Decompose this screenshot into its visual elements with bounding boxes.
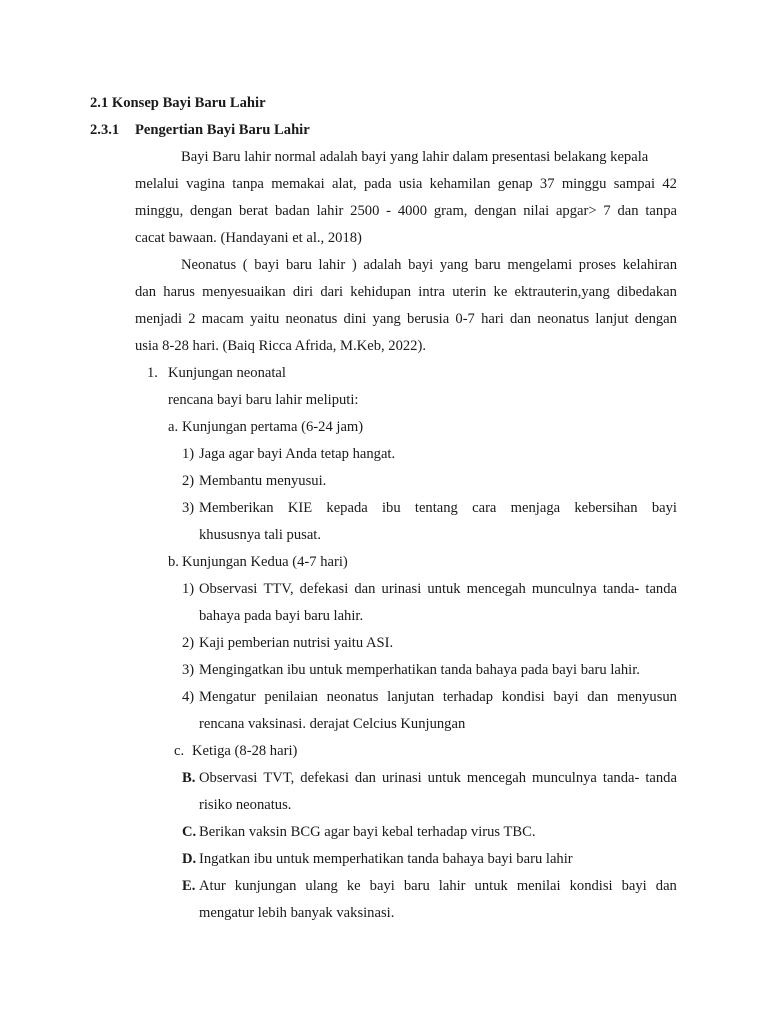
- word: untuk: [427, 770, 461, 786]
- item-text: [199, 580, 677, 598]
- subsection-number: 2.3.1: [90, 122, 120, 138]
- word: menjadi: [135, 311, 183, 327]
- word: dan: [354, 581, 376, 597]
- word: 2: [188, 311, 196, 327]
- word: cara: [472, 500, 497, 516]
- word: tentang: [414, 500, 458, 516]
- para1-line: cacat bawaan. (Handayani et al., 2018): [135, 230, 362, 246]
- item-text: Kaji pemberian nutrisi yaitu ASI.: [199, 635, 394, 651]
- word: dengan: [634, 311, 677, 327]
- para1-line: Bayi Baru lahir normal adalah bayi yang lahir dalam presentasi belakang kepala: [181, 149, 649, 165]
- word: tanda: [645, 581, 677, 597]
- item-text: Membantu menyusui.: [199, 473, 327, 489]
- word: lahir: [316, 203, 344, 219]
- word: tanda-: [602, 581, 640, 597]
- word: usia: [398, 176, 423, 192]
- word: tanpa: [232, 176, 264, 192]
- word: dari: [320, 284, 344, 300]
- word: nilai: [523, 203, 550, 219]
- word: hari: [481, 311, 504, 327]
- item-letter: D.: [182, 851, 197, 867]
- word: melalui: [135, 176, 179, 192]
- word: bayi: [369, 878, 395, 894]
- word: baru: [403, 878, 430, 894]
- word: mencegah: [466, 770, 527, 786]
- word: vagina: [186, 176, 225, 192]
- item-text: bahaya pada bayi baru lahir.: [199, 608, 364, 624]
- word: dan: [354, 770, 376, 786]
- word: intra: [418, 284, 446, 300]
- word: dan: [617, 203, 639, 219]
- word: genap: [497, 176, 533, 192]
- word: menyusun: [616, 689, 677, 705]
- word: ibu: [381, 500, 401, 516]
- word: 37: [539, 176, 555, 192]
- item-number: 4): [182, 689, 195, 705]
- word: terhadap: [442, 689, 494, 705]
- word: Atur: [199, 878, 226, 894]
- word: Neonatus: [181, 257, 237, 273]
- word: ): [351, 257, 357, 273]
- word: ulang: [305, 878, 338, 894]
- list-intro: rencana bayi baru lahir meliputi:: [168, 392, 359, 408]
- word: -: [386, 203, 392, 219]
- word: lanjutan: [387, 689, 435, 705]
- word: (: [242, 257, 248, 273]
- word: dan: [587, 689, 609, 705]
- word: Mengatur: [199, 689, 256, 705]
- item-letter: E.: [182, 878, 196, 894]
- word: bayi: [553, 689, 579, 705]
- word: menyesuaikan: [202, 284, 286, 300]
- word: alat,: [331, 176, 357, 192]
- sub-label: c.: [174, 743, 185, 759]
- word: yang: [372, 311, 401, 327]
- word: neonatus: [537, 311, 590, 327]
- word: kepada: [326, 500, 368, 516]
- word: KIE: [287, 500, 313, 516]
- item-text: rencana vaksinasi. derajat Celcius Kunjungan: [199, 716, 466, 732]
- word: 7: [603, 203, 611, 219]
- item-text: [199, 769, 677, 787]
- item-number: 1): [182, 581, 195, 597]
- word: mencegah: [466, 581, 526, 597]
- word: 0-7: [455, 311, 475, 327]
- word: Observasi: [199, 581, 258, 597]
- word: dan: [135, 284, 157, 300]
- word: defekasi: [299, 581, 349, 597]
- word: untuk: [427, 581, 461, 597]
- word: bayi: [408, 257, 434, 273]
- word: baru: [474, 257, 501, 273]
- word: baru: [285, 257, 312, 273]
- word: 4000: [397, 203, 428, 219]
- item-text: Jaga agar bayi Anda tetap hangat.: [199, 446, 396, 462]
- word: Memberikan: [199, 500, 274, 516]
- word: penilaian: [264, 689, 318, 705]
- para2-line: [135, 310, 677, 328]
- word: ektrauterin,yang: [514, 284, 610, 300]
- para2-line: [181, 256, 677, 274]
- word: mengelami: [507, 257, 573, 273]
- word: TVT,: [263, 770, 295, 786]
- para1-line: [135, 175, 677, 193]
- word: adalah: [363, 257, 402, 273]
- word: ke: [493, 284, 508, 300]
- word: dengan: [474, 203, 517, 219]
- word: macam: [201, 311, 244, 327]
- item-number: 1): [182, 446, 195, 462]
- item-number: 3): [182, 500, 195, 516]
- item-letter: B.: [182, 770, 196, 786]
- word: urinasi: [381, 770, 422, 786]
- para2-line: [135, 283, 677, 301]
- word: uterin: [452, 284, 487, 300]
- item-text: Mengingatkan ibu untuk memperhatikan tanda bahaya pada bayi baru lahir.: [199, 662, 640, 678]
- item-number: 3): [182, 662, 195, 678]
- word: kebersihan: [574, 500, 638, 516]
- word: proses: [578, 257, 617, 273]
- word: TTV,: [263, 581, 294, 597]
- word: ke: [346, 878, 361, 894]
- word: untuk: [474, 878, 508, 894]
- word: minggu: [561, 176, 607, 192]
- word: kehamilan: [429, 176, 491, 192]
- section-heading: 2.1 Konsep Bayi Baru Lahir: [90, 95, 266, 111]
- word: kehidupan: [350, 284, 412, 300]
- word: neonatus: [326, 689, 379, 705]
- word: kondisi: [569, 878, 613, 894]
- sub-label: b.: [168, 554, 179, 570]
- sub-title: Ketiga (8-28 hari): [192, 743, 298, 759]
- word: urinasi: [381, 581, 422, 597]
- list-number: 1.: [147, 365, 158, 381]
- word: dengan: [190, 203, 233, 219]
- word: menilai: [516, 878, 561, 894]
- word: berat: [239, 203, 269, 219]
- word: tanda: [645, 770, 677, 786]
- word: dibedakan: [616, 284, 677, 300]
- word: badan: [274, 203, 310, 219]
- word: neonatus: [285, 311, 338, 327]
- item-number: 2): [182, 473, 195, 489]
- subsection-heading: Pengertian Bayi Baru Lahir: [135, 122, 310, 138]
- word: tanda-: [602, 770, 640, 786]
- word: harus: [163, 284, 195, 300]
- word: sampai: [613, 176, 656, 192]
- word: minggu,: [135, 203, 184, 219]
- item-text: khususnya tali pusat.: [199, 527, 322, 543]
- word: munculnya: [532, 770, 597, 786]
- word: lahir: [318, 257, 346, 273]
- list-title: Kunjungan neonatal: [168, 365, 286, 381]
- word: yaitu: [250, 311, 280, 327]
- item-letter: C.: [182, 824, 197, 840]
- word: pada: [364, 176, 392, 192]
- word: apgar>: [555, 203, 597, 219]
- item-number: 2): [182, 635, 195, 651]
- word: dini: [343, 311, 367, 327]
- word: dan: [655, 878, 677, 894]
- word: berusia: [407, 311, 450, 327]
- word: Observasi: [199, 770, 258, 786]
- word: gram,: [433, 203, 468, 219]
- word: tanpa: [645, 203, 677, 219]
- word: bayi: [651, 500, 677, 516]
- item-text: [199, 499, 677, 517]
- word: defekasi: [300, 770, 349, 786]
- sub-label: a.: [168, 419, 179, 435]
- item-text: [199, 688, 677, 706]
- word: lanjut: [595, 311, 629, 327]
- word: memakai: [271, 176, 325, 192]
- word: menjaga: [510, 500, 561, 516]
- item-text: mengatur lebih banyak vaksinasi.: [199, 905, 395, 921]
- word: diri: [292, 284, 314, 300]
- item-text: Berikan vaksin BCG agar bayi kebal terhadap virus TBC.: [199, 824, 536, 840]
- item-text: risiko neonatus.: [199, 797, 292, 813]
- word: 2500: [350, 203, 380, 219]
- word: bayi: [621, 878, 647, 894]
- word: dan: [509, 311, 532, 327]
- item-text: [199, 877, 677, 895]
- word: kelahiran: [622, 257, 677, 273]
- word: lahir: [438, 878, 466, 894]
- word: yang: [439, 257, 469, 273]
- sub-title: Kunjungan pertama (6-24 jam): [182, 419, 364, 435]
- word: bayi: [254, 257, 280, 273]
- para2-line: usia 8-28 hari. (Baiq Ricca Afrida, M.Keb, 2022).: [135, 338, 426, 354]
- word: kunjungan: [234, 878, 297, 894]
- item-text: Ingatkan ibu untuk memperhatikan tanda bahaya bayi baru lahir: [199, 851, 573, 867]
- word: 42: [662, 176, 677, 192]
- para1-line: [135, 202, 677, 220]
- sub-title: Kunjungan Kedua (4-7 hari): [182, 554, 348, 570]
- word: munculnya: [531, 581, 597, 597]
- word: kondisi: [501, 689, 545, 705]
